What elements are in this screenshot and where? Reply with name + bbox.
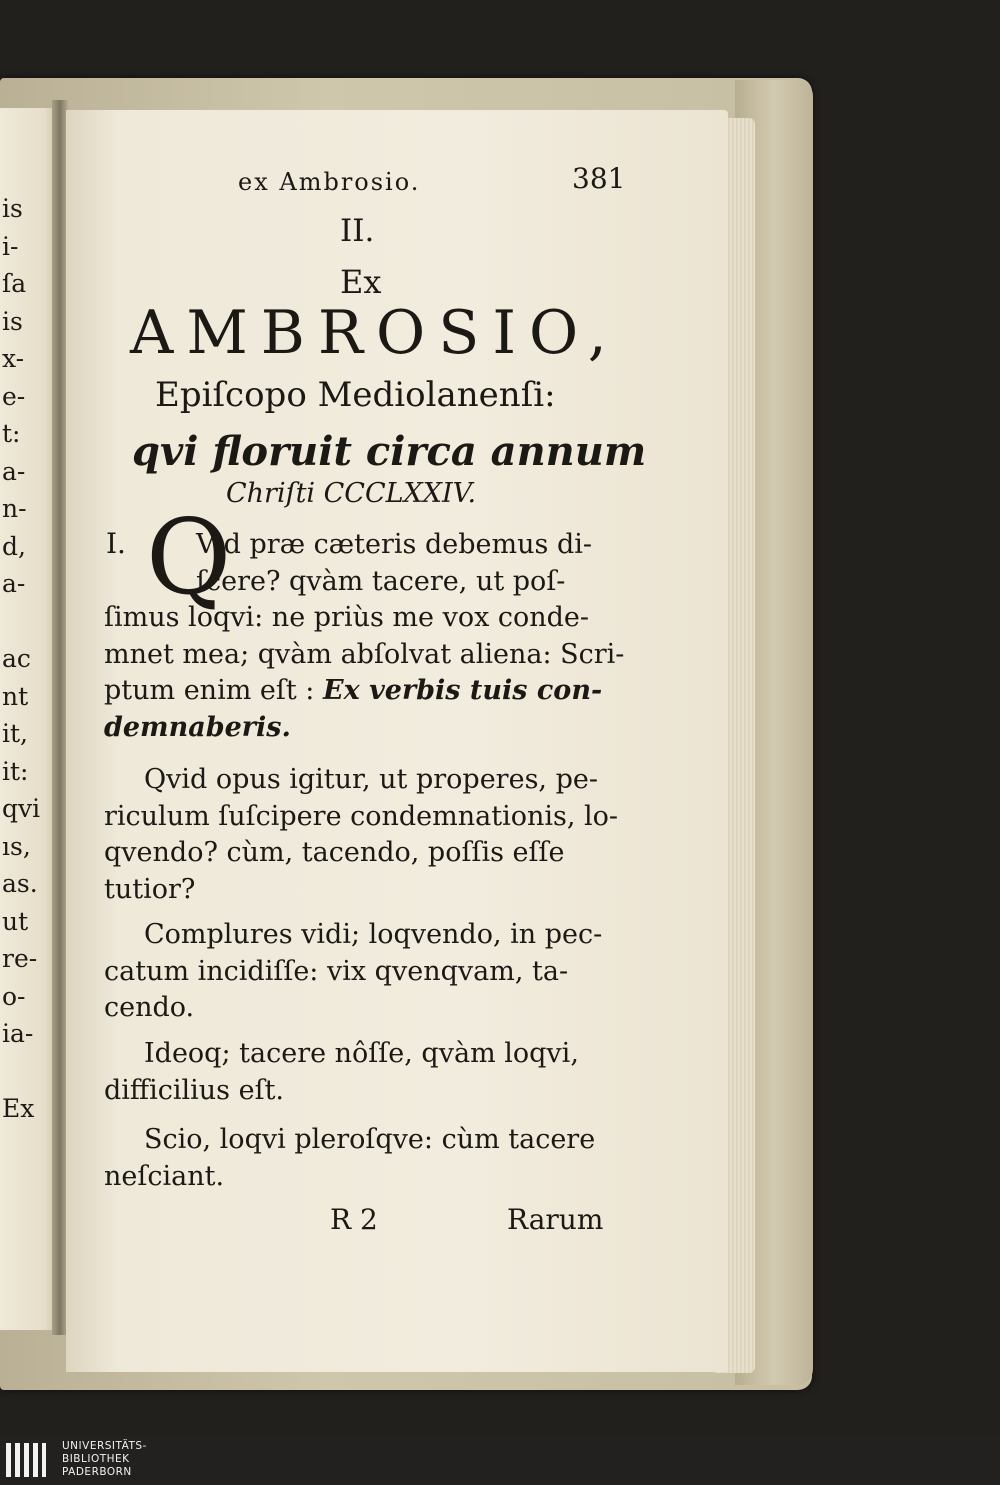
text-line: neſciant. — [104, 1160, 225, 1192]
left-page-fragment: e- — [2, 381, 26, 411]
logo-line: UNIVERSITÄTS- — [62, 1440, 147, 1452]
signature-mark: R 2 — [330, 1203, 378, 1236]
drop-cap: Q — [146, 496, 232, 618]
paragraph-4 — [104, 1036, 614, 1109]
text-line: ſcere? qvàm tacere, ut poſ- — [196, 565, 566, 597]
logo-line: BIBLIOTHEK — [62, 1453, 130, 1465]
heading-episcopo: Epiſcopo Mediolanenſi: — [155, 375, 556, 415]
left-page-fragment: ıs, — [2, 831, 31, 861]
left-page-fragment: x- — [2, 344, 25, 373]
heading-qvi-floruit: qvi floruit circa annum — [132, 428, 647, 475]
paragraph-2 — [104, 762, 619, 908]
library-logo-icon — [6, 1443, 52, 1477]
text-line: Complures vidi; loqvendo, in pec- — [144, 919, 603, 950]
left-page-fragment: a- — [2, 456, 26, 486]
left-page-text-fragments — [0, 190, 52, 1128]
text-line: ſimus loqvi: ne priùs me vox conde- — [104, 602, 590, 633]
paragraph-1 — [104, 527, 625, 746]
left-page-fragment: ſa — [2, 269, 27, 298]
left-page-fragment: d, — [2, 531, 26, 561]
left-page-fragment: ia- — [2, 1019, 34, 1048]
heading-ambrosio: AMBROSIO, — [130, 298, 620, 368]
heading-christi-year: Chriſti CCCLXXIV. — [226, 478, 477, 509]
left-page-fragment: as. — [2, 869, 38, 898]
text-line: mnet mea; qvàm abſolvat aliena: Scri- — [104, 638, 625, 670]
left-page-fragment: is — [2, 194, 23, 223]
left-page-fragment: a- — [2, 569, 26, 598]
text-line: riculum ſuſcipere condemnationis, lo- — [104, 800, 619, 832]
text-line: Vid præ cæteris debemus di- — [196, 529, 592, 560]
text-line: difficilius eſt. — [104, 1074, 284, 1106]
left-page-fragment: qvi — [2, 794, 41, 823]
page-number: 381 — [572, 162, 626, 195]
left-page-fragment: ac — [2, 644, 31, 673]
logo-line: PADERBORN — [62, 1466, 132, 1478]
heading-ex: Ex — [340, 263, 382, 301]
paragraph-number: I. — [106, 527, 126, 560]
section-number: II. — [340, 213, 375, 249]
paragraph-3 — [104, 917, 614, 1027]
left-page-fragment: ut — [2, 906, 29, 936]
text-line: Qvid opus igitur, ut properes, pe- — [144, 764, 598, 795]
left-page-fragment: i- — [2, 231, 19, 261]
left-page-fragment: re- — [2, 944, 38, 973]
left-page-fragment: it, — [2, 719, 28, 748]
left-page-fragment: is — [2, 306, 23, 336]
left-page-fragment: it: — [2, 756, 29, 786]
catchword: Rarum — [507, 1203, 604, 1236]
text-line: qvendo? cùm, tacendo, poſſis eſſe — [104, 837, 565, 868]
text-span: ptum enim eſt : — [104, 675, 315, 706]
left-page-fragment: t: — [2, 419, 21, 448]
text-line: tutior? — [104, 873, 196, 905]
left-page-fragment — [0, 1053, 52, 1091]
library-footer — [0, 1435, 1000, 1485]
text-line: Ideoq; tacere nôſſe, qvàm loqvi, — [144, 1038, 579, 1069]
left-page-fragment: o- — [2, 981, 26, 1011]
italic-quote-end: demnaberis. — [104, 711, 291, 743]
left-page-fragment: Ex — [2, 1094, 35, 1123]
left-page-fragment: n- — [2, 494, 27, 523]
text-line: cendo. — [104, 992, 195, 1023]
italic-quote: Ex verbis tuis con- — [323, 675, 603, 706]
running-head: ex Ambrosio. — [238, 168, 421, 196]
text-line: catum incidiſſe: vix qvenqvam, ta- — [104, 955, 569, 987]
paragraph-5 — [104, 1122, 614, 1195]
left-page-fragment — [0, 603, 52, 641]
text-line: Scio, loqvi pleroſqve: cùm tacere — [144, 1124, 596, 1155]
left-page-fragment: nt — [2, 681, 29, 711]
library-logo-text — [62, 1440, 147, 1479]
text-line — [104, 673, 614, 710]
